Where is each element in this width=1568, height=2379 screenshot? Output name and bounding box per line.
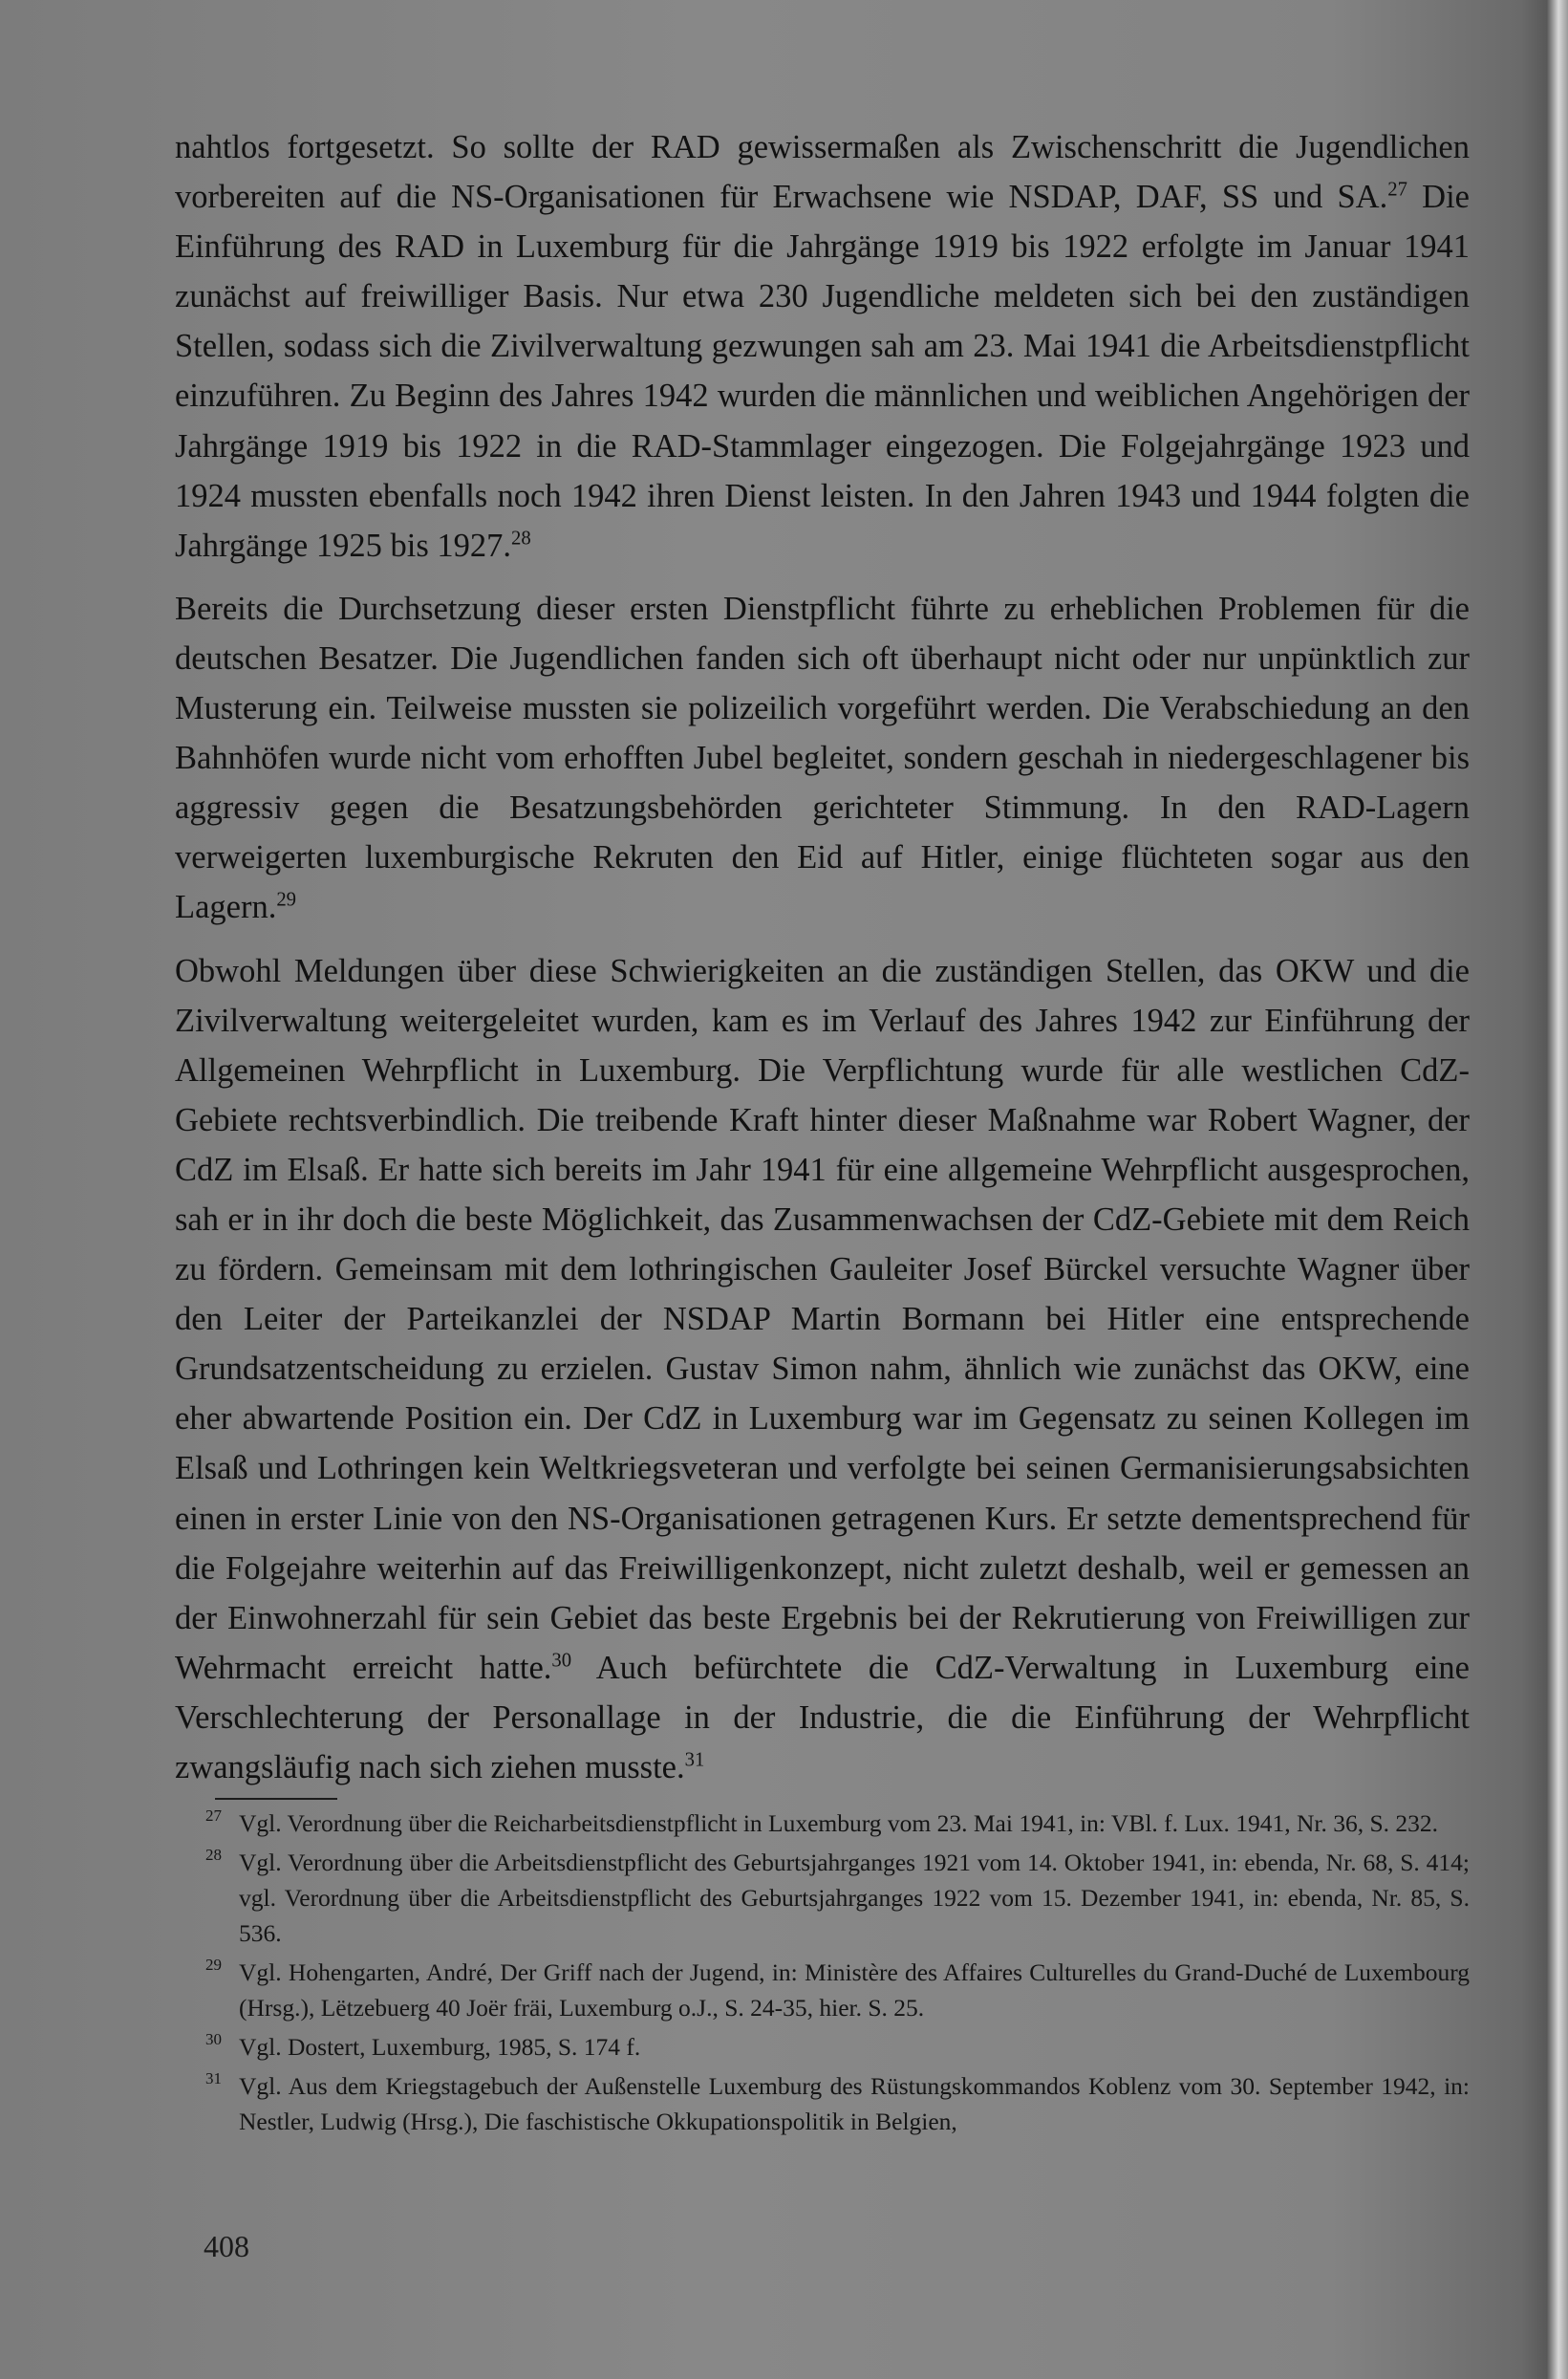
footnote-text: Vgl. Dostert, Luxemburg, 1985, S. 174 f. xyxy=(239,2032,641,2061)
footnote-number: 29 xyxy=(205,1955,222,1974)
footnote-ref-30: 30 xyxy=(551,1650,572,1672)
footnote xyxy=(205,1956,1470,2026)
paragraph-1 xyxy=(175,122,1470,571)
main-text xyxy=(175,122,1470,1806)
footnote-ref-31: 31 xyxy=(684,1749,705,1771)
paragraph-2 xyxy=(175,584,1470,933)
footnote xyxy=(205,2030,1470,2065)
footnote-ref-29: 29 xyxy=(276,889,297,911)
text-segment: Bereits die Durchsetzung dieser ersten Dienstpflicht führte zu erheblichen Problemen für die deutschen Besatzer. Die Jugendlichen fanden sich oft überhaupt nicht oder nur unpünktlich zur Musterung ein. Teilweise mussten sie polizeilich vorgeführt werden. Die Verabschiedung an den Bahnhöfen wurde nicht vom erhofften Jubel begleitet, sondern geschah in niedergeschlagener bis aggressiv gegen die Besatzungsbehörden gerichteter Stimmung. In den RAD-Lagern verweigerten luxemburgische Rekruten den Eid auf Hitler, einige flüchteten sogar aus den Lagern. xyxy=(175,590,1470,926)
footnote-text: Vgl. Verordnung über die Reicharbeitsdienstpflicht in Luxemburg vom 23. Mai 1941, in: VBl. f. Lux. 1941, Nr. 36, S. 232. xyxy=(239,1809,1439,1837)
footnote xyxy=(205,2069,1470,2140)
footnote xyxy=(205,1846,1470,1952)
footnote-number: 30 xyxy=(205,2029,222,2048)
book-spine xyxy=(1547,0,1568,2379)
footnotes xyxy=(205,1806,1470,2144)
footnote-number: 31 xyxy=(205,2068,222,2087)
footnote-divider xyxy=(215,1798,337,1800)
footnote-ref-28: 28 xyxy=(511,528,531,550)
footnote xyxy=(205,1806,1470,1842)
text-segment: Die Einführung des RAD in Luxemburg für die Jahrgänge 1919 bis 1922 erfolgte im Januar 1941 zunächst auf freiwilliger Basis. Nur etwa 230 Jugendliche meldeten sich bei den zuständigen Stellen, sodass sich die Zivilverwaltung gezwungen sah am 23. Mai 1941 die Arbeitsdienstpflicht einzuführen. Zu Beginn des Jahres 1942 wurden die männlichen und weiblichen Angehörigen der Jahrgänge 1919 bis 1922 in die RAD-Stammlager eingezogen. Die Folgejahrgänge 1923 und 1924 mussten ebenfalls noch 1942 ihren Dienst leisten. In den Jahren 1943 und 1944 folgten die Jahrgänge 1925 bis 1927. xyxy=(175,179,1470,564)
text-segment: nahtlos fortgesetzt. So sollte der RAD gewissermaßen als Zwischenschritt die Jugendlichen vorbereiten auf die NS-Organisationen für Erwachsene wie NSDAP, DAF, SS und SA. xyxy=(175,129,1470,216)
text-segment: Obwohl Meldungen über diese Schwierigkeiten an die zuständigen Stellen, das OKW und die Zivilverwaltung weitergeleitet wurden, kam es im Verlauf des Jahres 1942 zur Einführung der Allgemeinen Wehrpflicht in Luxemburg. Die Verpflichtung wurde für alle westlichen CdZ-Gebiete rechtsverbindlich. Die treibende Kraft hinter dieser Maßnahme war Robert Wagner, der CdZ im Elsaß. Er hatte sich bereits im Jahr 1941 für eine allgemeine Wehrpflicht ausgesprochen, sah er in ihr doch die beste Möglichkeit, das Zusammenwachsen der CdZ-Gebiete mit dem Reich zu fördern. Gemeinsam mit dem lothringischen Gauleiter Josef Bürckel versuchte Wagner über den Leiter der Parteikanzlei der NSDAP Martin Bormann bei Hitler eine entsprechende Grundsatzentscheidung zu erzielen. Gustav Simon nahm, ähnlich wie zunächst das OKW, eine eher abwartende Position ein. Der CdZ in Luxemburg war im Gegensatz zu seinen Kollegen im Elsaß und Lothringen kein Weltkriegsveteran und verfolgte bei seinen Germanisierungsabsichten einen in erster Linie von den NS-Organisationen getragenen Kurs. Er setzte dementsprechend für die Folgejahre weiterhin auf das Freiwilligenkonzept, nicht zuletzt deshalb, weil er gemessen an der Einwohnerzahl für sein Gebiet das beste Ergebnis bei der Rekrutierung von Freiwilligen zur Wehrmacht erreicht hatte. xyxy=(175,952,1470,1686)
paragraph-3 xyxy=(175,946,1470,1793)
footnote-ref-27: 27 xyxy=(1387,179,1407,201)
footnote-number: 27 xyxy=(205,1806,222,1825)
page-number: 408 xyxy=(204,2229,249,2263)
footnote-text: Vgl. Hohengarten, André, Der Griff nach der Jugend, in: Ministère des Affaires Culturelles du Grand-Duché de Luxembourg (Hrsg.), Lëtzebuerg 40 Joër fräi, Luxemburg o.J., S. 24-35, hier. S. 25. xyxy=(239,1957,1470,2022)
footnote-text: Vgl. Verordnung über die Arbeitsdienstpflicht des Geburtsjahrganges 1921 vom 14. Oktober 1941, in: ebenda, Nr. 68, S. 414; vgl. Verordnung über die Arbeitsdienstpflicht des Geburtsjahrganges 1922 vom 15. Dezember 1941, in: ebenda, Nr. 85, S. 536. xyxy=(239,1848,1470,1947)
text-segment: Auch befürchtete die CdZ-Verwaltung in Luxemburg eine Verschlechterung der Personallage in der Industrie, die die Einführung der Wehrpflicht zwangsläufig nach sich ziehen musste. xyxy=(175,1649,1470,1785)
footnote-text: Vgl. Aus dem Kriegstagebuch der Außenstelle Luxemburg des Rüstungskommandos Koblenz vom 30. September 1942, in: Nestler, Ludwig (Hrsg.), Die faschistische Okkupationspolitik in Belgien, xyxy=(239,2071,1470,2135)
footnote-number: 28 xyxy=(205,1845,222,1864)
